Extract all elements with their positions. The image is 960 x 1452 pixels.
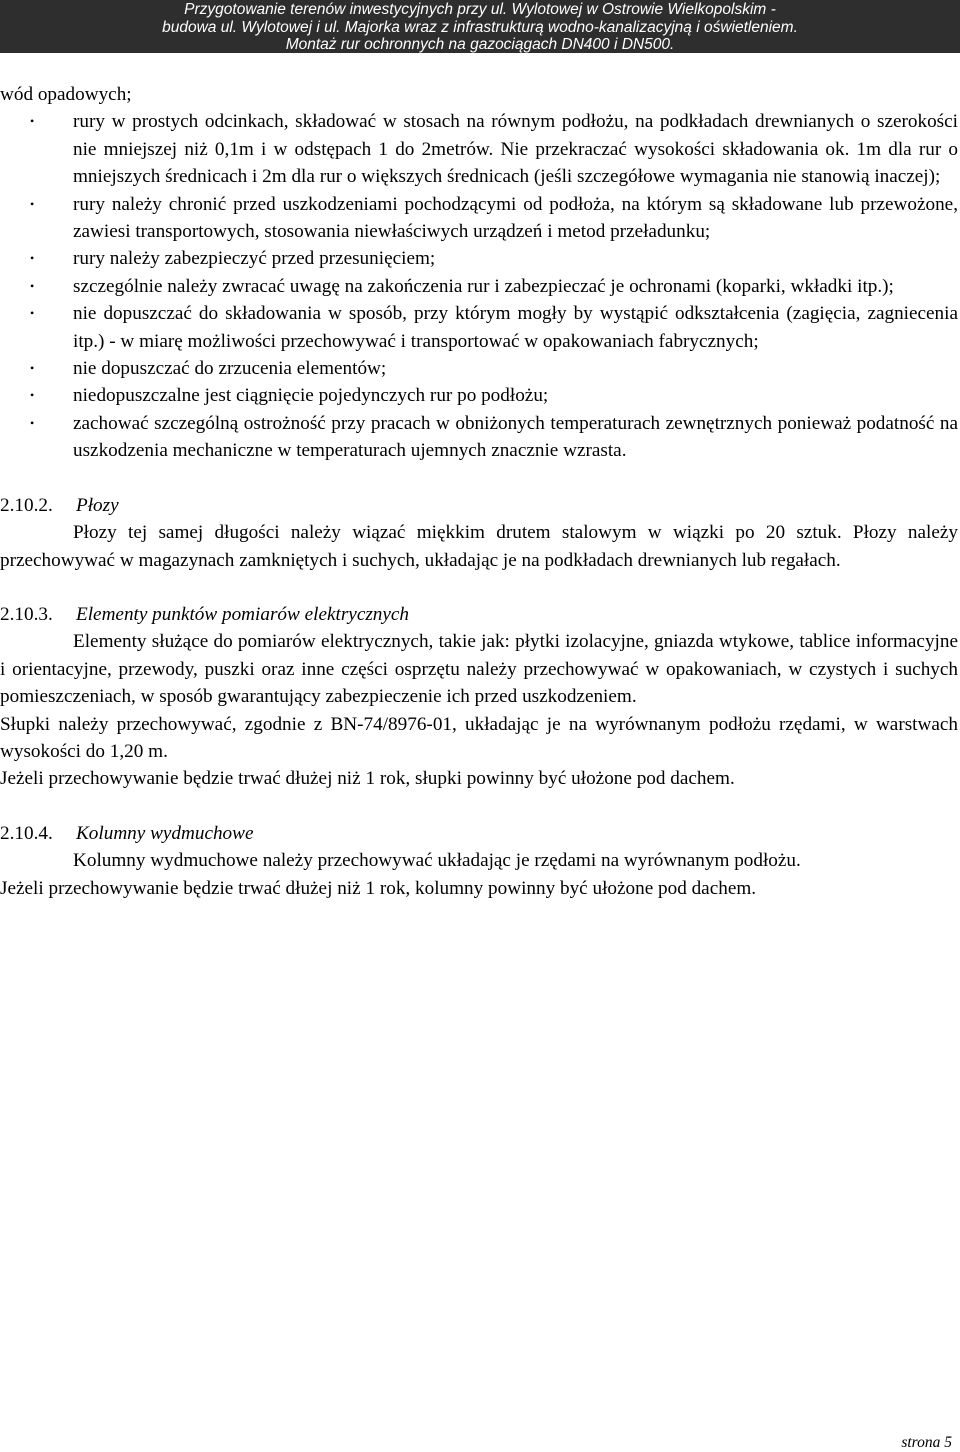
section-plozy xyxy=(0,492,958,574)
document-body xyxy=(0,81,958,902)
section-title: Elementy punktów pomiarów elektrycznych xyxy=(76,603,410,625)
section-elementy-pomiarow xyxy=(0,601,958,793)
section-heading xyxy=(0,492,958,519)
section-title: Kolumny wydmuchowe xyxy=(76,822,254,844)
list-item: • rury należy zabezpieczyć przed przesunięciem; xyxy=(0,245,958,272)
section-heading xyxy=(0,601,958,628)
section-heading xyxy=(0,820,958,847)
document-header xyxy=(0,0,960,53)
section-paragraph: Płozy tej samej długości należy wiązać miękkim drutem stalowym w wiązki po 20 sztuk. Płozy należy przechowywać w magazynach zamkniętych i suchych, układając je na podkładach drewnianych lub regałach. xyxy=(0,522,958,571)
list-item: • rury należy chronić przed uszkodzeniami pochodzącymi od podłoża, na którym są składowane lub przewożone, zawiesi transportowych, stosowania niewłaściwych urządzeń i metod przeładunku; xyxy=(0,191,958,246)
section-number: 2.10.2. xyxy=(0,494,53,516)
header-line: Montaż rur ochronnych na gazociągach DN400 i DN500. xyxy=(285,36,675,53)
continuation-text: wód opadowych; xyxy=(0,84,132,105)
list-item: • zachować szczególną ostrożność przy pracach w obniżonych temperaturach zewnętrznych ponieważ podatność na uszkodzenia mechaniczne w temperaturach ujemnych znacznie wzrasta. xyxy=(0,410,958,465)
header-line: Przygotowanie terenów inwestycyjnych przy ul. Wylotowej w Ostrowie Wielkopolskim - xyxy=(184,1,776,18)
list-item: • niedopuszczalne jest ciągnięcie pojedynczych rur po podłożu; xyxy=(0,382,958,409)
section-paragraph: Słupki należy przechowywać, zgodnie z BN-74/8976-01, układając je na wyrównanym podłożu rzędami, w warstwach wysokości do 1,20 m. xyxy=(0,713,958,762)
page-number: strona 5 xyxy=(901,1434,952,1451)
list-item: • nie dopuszczać do zrzucenia elementów; xyxy=(0,355,958,382)
section-paragraph: Elementy służące do pomiarów elektrycznych, takie jak: płytki izolacyjne, gniazda wtykowe, tablice informacyjne i orientacyjne, przewody, puszki oraz inne części osprzętu należy przechowywać w opakowaniach, w czystych i suchych pomieszczeniach, w sposób gwarantujący zabezpieczenie ich przed uszkodzeniem. xyxy=(0,631,958,708)
section-title: Płozy xyxy=(76,494,119,516)
section-number: 2.10.4. xyxy=(0,822,53,844)
section-number: 2.10.3. xyxy=(0,603,53,625)
section-paragraph: Jeżeli przechowywanie będzie trwać dłużej niż 1 rok, kolumny powinny być ułożone pod dachem. xyxy=(0,877,757,899)
section-paragraph: Jeżeli przechowywanie będzie trwać dłużej niż 1 rok, słupki powinny być ułożone pod dachem. xyxy=(0,768,735,790)
section-kolumny-wydmuchowe xyxy=(0,820,958,902)
header-line: budowa ul. Wylotowej i ul. Majorka wraz z infrastrukturą wodno-kanalizacyjną i oświetleniem. xyxy=(162,18,798,36)
section-paragraph: Kolumny wydmuchowe należy przechowywać układając je rzędami na wyrównanym podłożu. xyxy=(73,850,801,872)
storage-rules-list xyxy=(0,108,958,464)
list-item: • rury w prostych odcinkach, składować w stosach na równym podłożu, na podkładach drewnianych o szerokości nie mniejszej niż 0,1m i w odstępach 1 do 2metrów. Nie przekraczać wysokości składowania ok. 1m dla rur o mniejszych średnicach i 2m dla rur o większych średnicach (jeśli szczegółowe wymagania nie stanowią inaczej); xyxy=(0,108,958,190)
list-item: • nie dopuszczać do składowania w sposób, przy którym mogły by wystąpić odkształcenia (zagięcia, zagniecenia itp.) - w miarę możliwości przechowywać i transportować w opakowaniach fabrycznych; xyxy=(0,300,958,355)
list-item: • szczególnie należy zwracać uwagę na zakończenia rur i zabezpieczać je ochronami (koparki, wkładki itp.); xyxy=(0,273,958,300)
